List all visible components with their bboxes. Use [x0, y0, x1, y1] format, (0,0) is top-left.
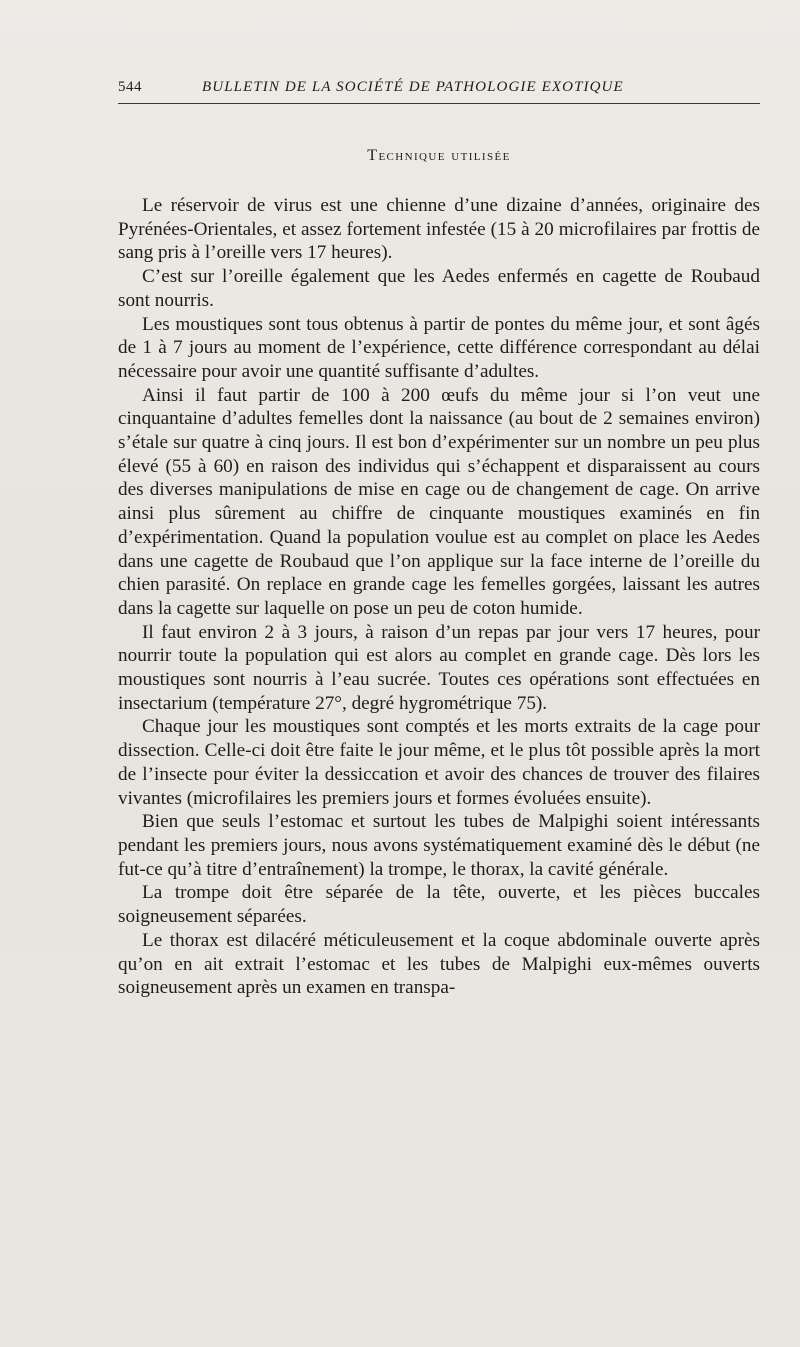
header-rule — [118, 103, 760, 104]
paragraph-dissection: Chaque jour les moustiques sont comptés et les morts extraits de la cage pour dissection. Celle-ci doit être faite le jour même, et le plus tôt possible après la mort de l’insecte pour éviter la dessiccation et avoir des chances de trouver des filaires vivantes (microfilaires les premiers jours et formes évoluées ensuite). — [118, 716, 760, 809]
paragraph-feeding-schedule: Il faut environ 2 à 3 jours, à raison d’un repas par jour vers 17 heures, pour nourrir toute la population qui est alors au complet en grande cage. Dès lors les moustiques sont nourris à l’eau sucrée. Toutes ces opérations sont effectuées en insectarium (température 27°, degré hygrométrique 75). — [118, 621, 760, 714]
page-number: 544 — [118, 79, 142, 95]
paragraph-aedes-feeding: C’est sur l’oreille également que les Aedes enfermés en cagette de Roubaud sont nourris. — [118, 266, 760, 311]
paragraph-thorax: Le thorax est dilacéré méticuleusement et la coque abdominale ouverte après qu’on en ait extrait l’estomac et les tubes de Malpighi eux-mêmes ouverts soigneusement après un examen en transpa- — [118, 929, 760, 999]
page-header — [118, 79, 760, 101]
body-text — [118, 194, 760, 1000]
paragraph-proboscis: La trompe doit être séparée de la tête, ouverte, et les pièces buccales soigneusement séparées. — [118, 882, 760, 928]
paragraph-population: Ainsi il faut partir de 100 à 200 œufs du même jour si l’on veut une cinquantaine d’adultes femelles dont la naissance (au bout de 2 semaines environ) s’étale sur quatre à cinq jours. Il est bon d’expérimenter sur un nombre un peu plus élevé (55 à 60) en raison des individus qui s’échappent et disparaissent au cours des diverses manipulations de mise en cage ou de changement de cage. On arrive ainsi plus sûrement au chiffre de cinquante moustiques examinés en fin d’expérimentation. Quand la population voulue est au complet on place les Aedes dans une cagette de Roubaud que l’on applique sur la face interne de l’oreille du chien parasité. On replace en grande cage les femelles gorgées, laissant les autres dans la cagette sur laquelle on pose un peu de coton humide. — [118, 384, 760, 619]
section-title: Technique utilisée — [367, 147, 511, 164]
paragraph-examination: Bien que seuls l’estomac et surtout les tubes de Malpighi soient intéressants pendant les premiers jours, nous avons systématiquement examiné dès le début (ne fut-ce qu’à titre d’entraînement) la trompe, le thorax, la cavité générale. — [118, 811, 760, 880]
paragraph-mosquito-origin: Les moustiques sont tous obtenus à partir de pontes du même jour, et sont âgés de 1 à 7 jours au moment de l’expérience, cette différence correspondant au délai nécessaire pour avoir une quantité suffisante d’adultes. — [118, 313, 760, 382]
paragraph-reservoir: Le réservoir de virus est une chienne d’une dizaine d’années, originaire des Pyrénées-Orientales, et assez fortement infestée (15 à 20 microfilaires par frottis de sang pris à l’oreille vers 17 heures). — [118, 195, 760, 264]
running-title: BULLETIN DE LA SOCIÉTÉ DE PATHOLOGIE EXOTIQUE — [202, 79, 624, 95]
